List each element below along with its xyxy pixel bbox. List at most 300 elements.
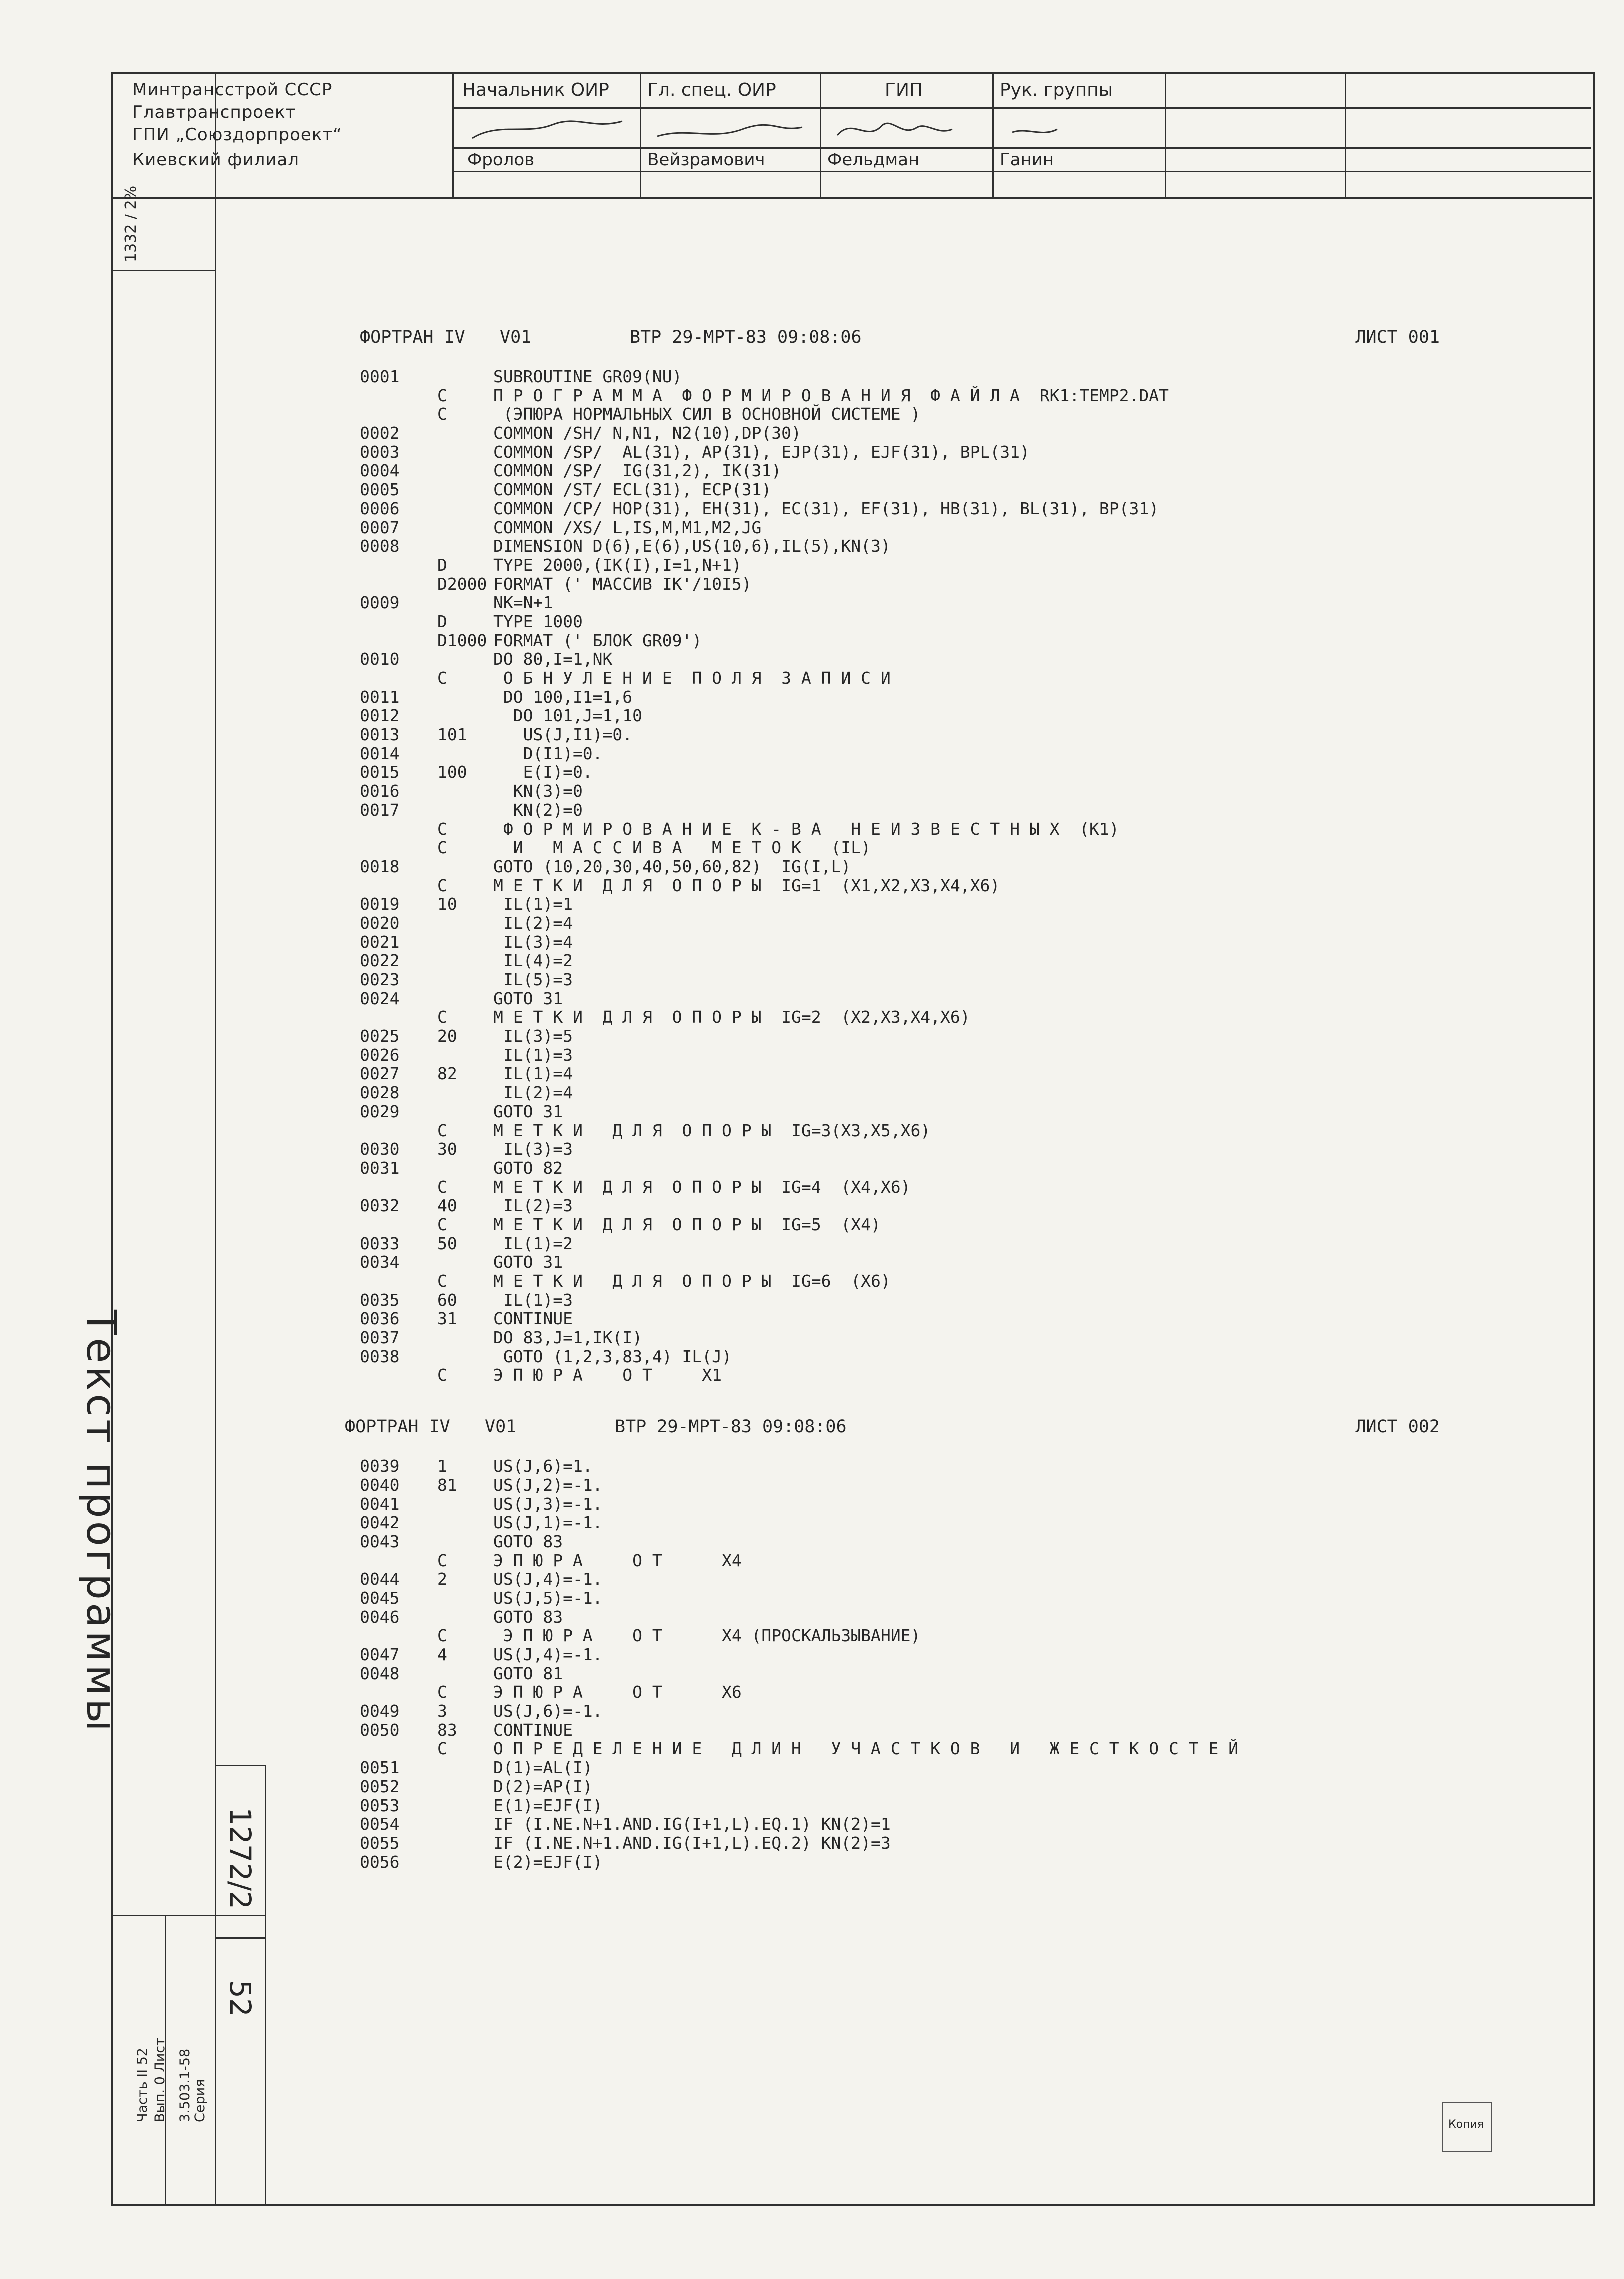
line-number: 0017	[360, 800, 400, 820]
code-line	[360, 1347, 1520, 1366]
line-number: 0009	[360, 593, 400, 613]
statement-text: Э П Ю Р А О Т X6	[493, 1682, 742, 1702]
label-column	[437, 424, 493, 443]
label-column	[437, 480, 493, 499]
code-line	[360, 989, 1520, 1008]
label-column	[437, 537, 493, 556]
code-line	[360, 612, 1520, 631]
code-line	[360, 669, 1520, 688]
statement-text: GOTO 83	[493, 1607, 563, 1627]
line-number: 0012	[360, 706, 400, 726]
statement-text: D(1)=AL(I)	[493, 1758, 593, 1778]
statement-text: М Е Т К И Д Л Я О П О Р Ы IG=1 (X1,X2,X3,X4,X6)	[493, 875, 1000, 895]
statement-text: IL(1)=1	[493, 894, 573, 914]
line-number: 0033	[360, 1233, 400, 1253]
code-line	[360, 499, 1520, 518]
series-line-4: Часть II 52	[135, 2048, 150, 2122]
statement-text: М Е Т К И Д Л Я О П О Р Ы IG=5 (X4)	[493, 1214, 881, 1234]
name-ganin: Ганин	[1000, 150, 1054, 170]
line-number: 0021	[360, 932, 400, 952]
line-number: 0051	[360, 1758, 400, 1778]
code-line	[360, 1815, 1520, 1834]
code-line	[360, 650, 1520, 669]
header-group-lead: Рук. группы	[1000, 80, 1113, 100]
label-column: C	[437, 385, 447, 405]
statement-text: SUBROUTINE GR09(NU)	[493, 367, 682, 386]
header-timestamp: ВТР 29-МРТ-83 09:08:06	[630, 327, 862, 348]
label-column	[437, 1532, 493, 1551]
code-line	[360, 1215, 1520, 1234]
label-column	[437, 367, 493, 386]
label-column: C	[437, 1177, 447, 1197]
line-number: 0052	[360, 1776, 400, 1796]
statement-text: US(J,2)=-1.	[493, 1475, 603, 1495]
statement-text: GOTO 81	[493, 1663, 563, 1683]
statement-text: US(J,4)=-1.	[493, 1645, 603, 1664]
line-number: 0028	[360, 1083, 400, 1103]
statement-text: IL(2)=4	[493, 1083, 573, 1103]
label-column: C	[437, 404, 447, 424]
label-column: 10	[437, 894, 457, 914]
code-line	[360, 1608, 1520, 1627]
code-line	[360, 763, 1520, 782]
code-line	[360, 593, 1520, 612]
line-number	[360, 556, 437, 575]
line-number: 0034	[360, 1252, 400, 1272]
label-column: 2	[437, 1569, 447, 1589]
line-number	[360, 1272, 437, 1291]
label-column: 4	[437, 1645, 447, 1664]
code-line	[360, 1476, 1520, 1495]
code-block-2	[360, 1457, 1520, 1871]
line-number: 0013	[360, 725, 400, 745]
line-number: 0041	[360, 1494, 400, 1514]
statement-text: US(J,5)=-1.	[493, 1588, 603, 1608]
label-column	[437, 688, 493, 707]
line-number: 0048	[360, 1663, 400, 1683]
label-column	[437, 499, 493, 518]
label-column: C	[437, 1682, 447, 1702]
statement-text: IL(1)=2	[493, 1233, 573, 1253]
label-column	[437, 1328, 493, 1347]
line-number: 0050	[360, 1720, 400, 1740]
code-line	[360, 933, 1520, 952]
code-line	[360, 461, 1520, 480]
code-line	[360, 706, 1520, 725]
line-number	[360, 386, 437, 405]
line-number: 0037	[360, 1328, 400, 1348]
code-line	[360, 1196, 1520, 1215]
statement-text: Э П Ю Р А О Т X4	[493, 1550, 742, 1570]
code-line	[360, 838, 1520, 857]
code-line	[360, 1328, 1520, 1347]
statement-text: (ЭПЮРА НОРМАЛЬНЫХ СИЛ В ОСНОВНОЙ СИСТЕМЕ )	[493, 404, 921, 424]
statement-text: GOTO (10,20,30,40,50,60,82) IG(I,L)	[493, 856, 851, 876]
statement-text: FORMAT (' МАССИВ IK'/10I5)	[493, 574, 752, 594]
code-line	[360, 1664, 1520, 1683]
code-line	[360, 537, 1520, 556]
line-number: 0030	[360, 1139, 400, 1159]
code-line	[360, 1366, 1520, 1385]
statement-text: DIMENSION D(6),E(6),US(10,6),IL(5),KN(3)	[493, 536, 891, 556]
line-number	[360, 669, 437, 688]
line-number: 0047	[360, 1645, 400, 1664]
statement-text: D(2)=AP(I)	[493, 1776, 593, 1796]
code-line	[360, 801, 1520, 820]
line-number	[360, 612, 437, 631]
label-column: C	[437, 1550, 447, 1570]
label-column	[437, 461, 493, 480]
code-line	[360, 424, 1520, 443]
statement-text: IL(5)=3	[493, 970, 573, 989]
label-column: 40	[437, 1196, 457, 1216]
series-line-3: Вып. 0 Лист	[152, 2038, 168, 2122]
label-column: 1	[437, 1456, 447, 1476]
statement-text: М Е Т К И Д Л Я О П О Р Ы IG=3(X3,X5,X6)	[493, 1120, 931, 1140]
statement-text: IF (I.NE.N+1.AND.IG(I+1,L).EQ.2) KN(2)=3	[493, 1833, 891, 1853]
header-chief-spec: Гл. спец. ОИР	[647, 80, 776, 100]
line-number: 0046	[360, 1607, 400, 1627]
code-line	[360, 1008, 1520, 1027]
code-line	[360, 1457, 1520, 1476]
statement-text: IL(3)=5	[493, 1026, 573, 1046]
code-line	[360, 782, 1520, 801]
code-line	[360, 1178, 1520, 1197]
statement-text: TYPE 1000	[493, 611, 583, 631]
line-number: 0043	[360, 1531, 400, 1551]
label-column	[437, 933, 493, 952]
header-version: V01	[485, 1417, 517, 1437]
code-line	[360, 405, 1520, 424]
label-column	[437, 1513, 493, 1532]
line-number: 0038	[360, 1346, 400, 1366]
code-line	[360, 688, 1520, 707]
label-column: D1000	[437, 630, 487, 650]
code-line	[360, 1513, 1520, 1532]
code-line	[360, 1834, 1520, 1853]
line-number: 0031	[360, 1158, 400, 1178]
label-column	[437, 914, 493, 933]
label-column	[437, 1834, 493, 1853]
code-line	[360, 575, 1520, 594]
code-line	[360, 556, 1520, 575]
label-column	[437, 706, 493, 725]
statement-text: IL(1)=4	[493, 1064, 573, 1084]
code-line	[360, 1702, 1520, 1721]
line-number	[360, 876, 437, 895]
label-column	[437, 650, 493, 669]
code-line	[360, 970, 1520, 989]
line-number: 0027	[360, 1064, 400, 1084]
label-column: 3	[437, 1701, 447, 1721]
line-number: 0045	[360, 1588, 400, 1608]
label-column	[437, 1758, 493, 1777]
code-line	[360, 1853, 1520, 1872]
code-line	[360, 1739, 1520, 1758]
label-column: C	[437, 668, 447, 688]
label-column: C	[437, 875, 447, 895]
copy-stamp-text: Копия	[1448, 2118, 1484, 2131]
org-line-1: Минтрансстрой СССР	[132, 80, 333, 100]
org-line-2: Главтранспроект	[132, 102, 296, 122]
code-line	[360, 1140, 1520, 1159]
line-number: 0029	[360, 1101, 400, 1121]
code-line	[360, 1589, 1520, 1608]
label-column: C	[437, 838, 447, 858]
code-line	[360, 1796, 1520, 1815]
code-line	[360, 1551, 1520, 1570]
header-sheet: ЛИСТ 001	[1355, 327, 1440, 348]
line-number	[360, 820, 437, 839]
statement-text: E(1)=EJF(I)	[493, 1795, 603, 1815]
code-line	[360, 1083, 1520, 1102]
statement-text: Ф О Р М И Р О В А Н И Е К - В А Н Е И З В Е С Т Н Ы Х (K1)	[493, 819, 1119, 839]
line-number: 0055	[360, 1833, 400, 1853]
label-column	[437, 951, 493, 970]
statement-text: О П Р Е Д Е Л Е Н И Е Д Л И Н У Ч А С Т К О В И Ж Е С Т К О С Т Е Й	[493, 1739, 1239, 1759]
statement-text: COMMON /SP/ AL(31), AP(31), EJP(31), EJF(31), BPL(31)	[493, 442, 1030, 462]
label-column: D	[437, 611, 447, 631]
line-number: 0001	[360, 367, 400, 386]
header-sheet: ЛИСТ 002	[1355, 1417, 1440, 1437]
line-number: 0025	[360, 1026, 400, 1046]
statement-text: П Р О Г Р А М М А Ф О Р М И Р О В А Н И Я Ф А Й Л А RK1:TEMP2.DAT	[493, 385, 1169, 405]
label-column: C	[437, 1214, 447, 1234]
code-line	[360, 1253, 1520, 1272]
statement-text: IL(4)=2	[493, 951, 573, 971]
line-number	[360, 838, 437, 857]
line-number: 0003	[360, 442, 400, 462]
statement-text: М Е Т К И Д Л Я О П О Р Ы IG=6 (X6)	[493, 1271, 891, 1291]
statement-text: CONTINUE	[493, 1309, 573, 1329]
label-column	[437, 1853, 493, 1872]
label-column: 83	[437, 1720, 457, 1740]
line-number	[360, 405, 437, 424]
code-line	[360, 1626, 1520, 1645]
code-line	[360, 1102, 1520, 1121]
statement-text: М Е Т К И Д Л Я О П О Р Ы IG=4 (X4,X6)	[493, 1177, 911, 1197]
line-number: 0006	[360, 498, 400, 518]
page-number: 52	[223, 1980, 257, 2017]
label-column	[437, 1589, 493, 1608]
label-column: C	[437, 1007, 447, 1027]
statement-text: FORMAT (' БЛОК GR09')	[493, 630, 702, 650]
code-line	[360, 1121, 1520, 1140]
statement-text: US(J,4)=-1.	[493, 1569, 603, 1589]
code-line	[360, 1272, 1520, 1291]
label-column	[437, 1777, 493, 1796]
line-number: 0008	[360, 536, 400, 556]
label-column	[437, 443, 493, 462]
statement-text: IF (I.NE.N+1.AND.IG(I+1,L).EQ.1) KN(2)=1	[493, 1814, 891, 1834]
line-number: 0042	[360, 1513, 400, 1533]
statement-text: US(J,I1)=0.	[493, 725, 633, 745]
header-lang: ФОРТРАН IV	[360, 327, 465, 348]
line-number: 0015	[360, 762, 400, 782]
label-column	[437, 1495, 493, 1514]
code-line	[360, 1645, 1520, 1664]
copy-stamp	[1442, 2102, 1492, 2152]
label-column: 20	[437, 1026, 457, 1046]
label-column: 100	[437, 762, 467, 782]
code-line	[360, 1721, 1520, 1740]
statement-text: DO 100,I1=1,6	[493, 687, 633, 707]
series-line-1: Серия	[192, 2079, 208, 2122]
statement-text: CONTINUE	[493, 1720, 573, 1740]
header-timestamp: ВТР 29-МРТ-83 09:08:06	[615, 1417, 847, 1437]
line-number	[360, 1178, 437, 1197]
label-column: 82	[437, 1064, 457, 1084]
statement-text: GOTO (1,2,3,83,4) IL(J)	[493, 1346, 732, 1366]
line-number: 0020	[360, 913, 400, 933]
statement-text: US(J,6)=-1.	[493, 1701, 603, 1721]
code-line	[360, 914, 1520, 933]
line-number: 0014	[360, 743, 400, 763]
line-number	[360, 575, 437, 594]
code-line	[360, 1291, 1520, 1310]
label-column	[437, 1347, 493, 1366]
line-number	[360, 1626, 437, 1645]
code-line	[360, 1683, 1520, 1702]
series-line-2: 3.503.1-58	[177, 2048, 193, 2122]
line-number: 0032	[360, 1196, 400, 1216]
label-column: 31	[437, 1309, 457, 1329]
code-line	[360, 1027, 1520, 1046]
statement-text: KN(2)=0	[493, 800, 583, 820]
code-line	[360, 1777, 1520, 1796]
code-line	[360, 1570, 1520, 1589]
code-line	[360, 386, 1520, 405]
code-line	[360, 820, 1520, 839]
code-line	[360, 1309, 1520, 1328]
line-number: 0019	[360, 894, 400, 914]
line-number	[360, 1739, 437, 1758]
statement-text: NK=N+1	[493, 593, 553, 613]
statement-text: COMMON /XS/ L,IS,M,M1,M2,JG	[493, 517, 762, 537]
doc-number: 1272/2	[223, 1807, 257, 1910]
label-column	[437, 782, 493, 801]
statement-text: Э П Ю Р А О Т X4 (ПРОСКАЛЬЗЫВАНИЕ)	[493, 1626, 921, 1646]
line-number: 0054	[360, 1814, 400, 1834]
line-number: 0005	[360, 480, 400, 500]
statement-text: US(J,1)=-1.	[493, 1513, 603, 1533]
label-column	[437, 744, 493, 763]
line-number: 0016	[360, 781, 400, 801]
org-line-3: ГПИ „Союздорпроект“	[132, 125, 342, 145]
line-number	[360, 1215, 437, 1234]
statement-text: COMMON /SH/ N,N1, N2(10),DP(30)	[493, 423, 801, 443]
label-column	[437, 1159, 493, 1178]
statement-text: TYPE 2000,(IK(I),I=1,N+1)	[493, 555, 742, 575]
statement-text: GOTO 31	[493, 988, 563, 1008]
statement-text: US(J,6)=1.	[493, 1456, 593, 1476]
label-column: 81	[437, 1475, 457, 1495]
statement-text: IL(1)=3	[493, 1045, 573, 1065]
line-number: 0053	[360, 1795, 400, 1815]
label-column: C	[437, 1271, 447, 1291]
label-column: 30	[437, 1139, 457, 1159]
program-listing	[345, 317, 1520, 1872]
code-line	[360, 1064, 1520, 1083]
label-column: C	[437, 819, 447, 839]
side-title: Текст программы	[77, 1310, 125, 1734]
line-number	[360, 1008, 437, 1027]
listing-header	[345, 1407, 1520, 1437]
label-column: C	[437, 1739, 447, 1759]
label-column: 101	[437, 725, 467, 745]
line-number: 0007	[360, 517, 400, 537]
label-column: 60	[437, 1290, 457, 1310]
name-veizramovich: Вейзрамович	[647, 150, 765, 170]
header-lang: ФОРТРАН IV	[345, 1417, 450, 1437]
line-number: 0039	[360, 1456, 400, 1476]
line-number: 0044	[360, 1569, 400, 1589]
code-line	[360, 518, 1520, 537]
statement-text: И М А С С И В А М Е Т О К (IL)	[493, 838, 871, 858]
line-number: 0022	[360, 951, 400, 971]
line-number	[360, 1683, 437, 1702]
label-column	[437, 1102, 493, 1121]
code-line	[360, 1532, 1520, 1551]
statement-text: DO 80,I=1,NK	[493, 649, 613, 669]
statement-text: О Б Н У Л Е Н И Е П О Л Я З А П И С И	[493, 668, 891, 688]
statement-text: GOTO 31	[493, 1252, 563, 1272]
corner-note: 1332 / 2%	[122, 185, 140, 262]
org-line-4: Киевский филиал	[132, 150, 299, 170]
statement-text: DO 83,J=1,IK(I)	[493, 1328, 643, 1348]
code-line	[360, 1495, 1520, 1514]
name-feldman: Фельдман	[827, 150, 920, 170]
label-column	[437, 593, 493, 612]
statement-text: GOTO 31	[493, 1101, 563, 1121]
code-line	[360, 443, 1520, 462]
line-number: 0040	[360, 1475, 400, 1495]
code-line	[360, 367, 1520, 386]
line-number: 0056	[360, 1852, 400, 1872]
label-column: C	[437, 1365, 447, 1385]
line-number: 0026	[360, 1045, 400, 1065]
line-number: 0002	[360, 423, 400, 443]
statement-text: US(J,3)=-1.	[493, 1494, 603, 1514]
line-number: 0023	[360, 970, 400, 989]
statement-text: IL(2)=4	[493, 913, 573, 933]
line-number: 0035	[360, 1290, 400, 1310]
label-column	[437, 1046, 493, 1065]
label-column: C	[437, 1120, 447, 1140]
statement-text: М Е Т К И Д Л Я О П О Р Ы IG=2 (X2,X3,X4,X6)	[493, 1007, 970, 1027]
code-line	[360, 857, 1520, 876]
code-line	[360, 895, 1520, 914]
statement-text: E(I)=0.	[493, 762, 593, 782]
statement-text: IL(2)=3	[493, 1196, 573, 1216]
line-number	[360, 631, 437, 650]
signatures	[452, 107, 1165, 147]
label-column	[437, 857, 493, 876]
code-line	[360, 744, 1520, 763]
statement-text: D(I1)=0.	[493, 743, 603, 763]
line-number	[360, 1121, 437, 1140]
label-column	[437, 1664, 493, 1683]
label-column: D	[437, 555, 447, 575]
header-gip: ГИП	[885, 80, 923, 100]
statement-text: E(2)=EJF(I)	[493, 1852, 603, 1872]
label-column	[437, 1608, 493, 1627]
label-column: 50	[437, 1233, 457, 1253]
statement-text: KN(3)=0	[493, 781, 583, 801]
name-frolov: Фролов	[467, 150, 535, 170]
label-column	[437, 518, 493, 537]
line-number	[360, 1366, 437, 1385]
